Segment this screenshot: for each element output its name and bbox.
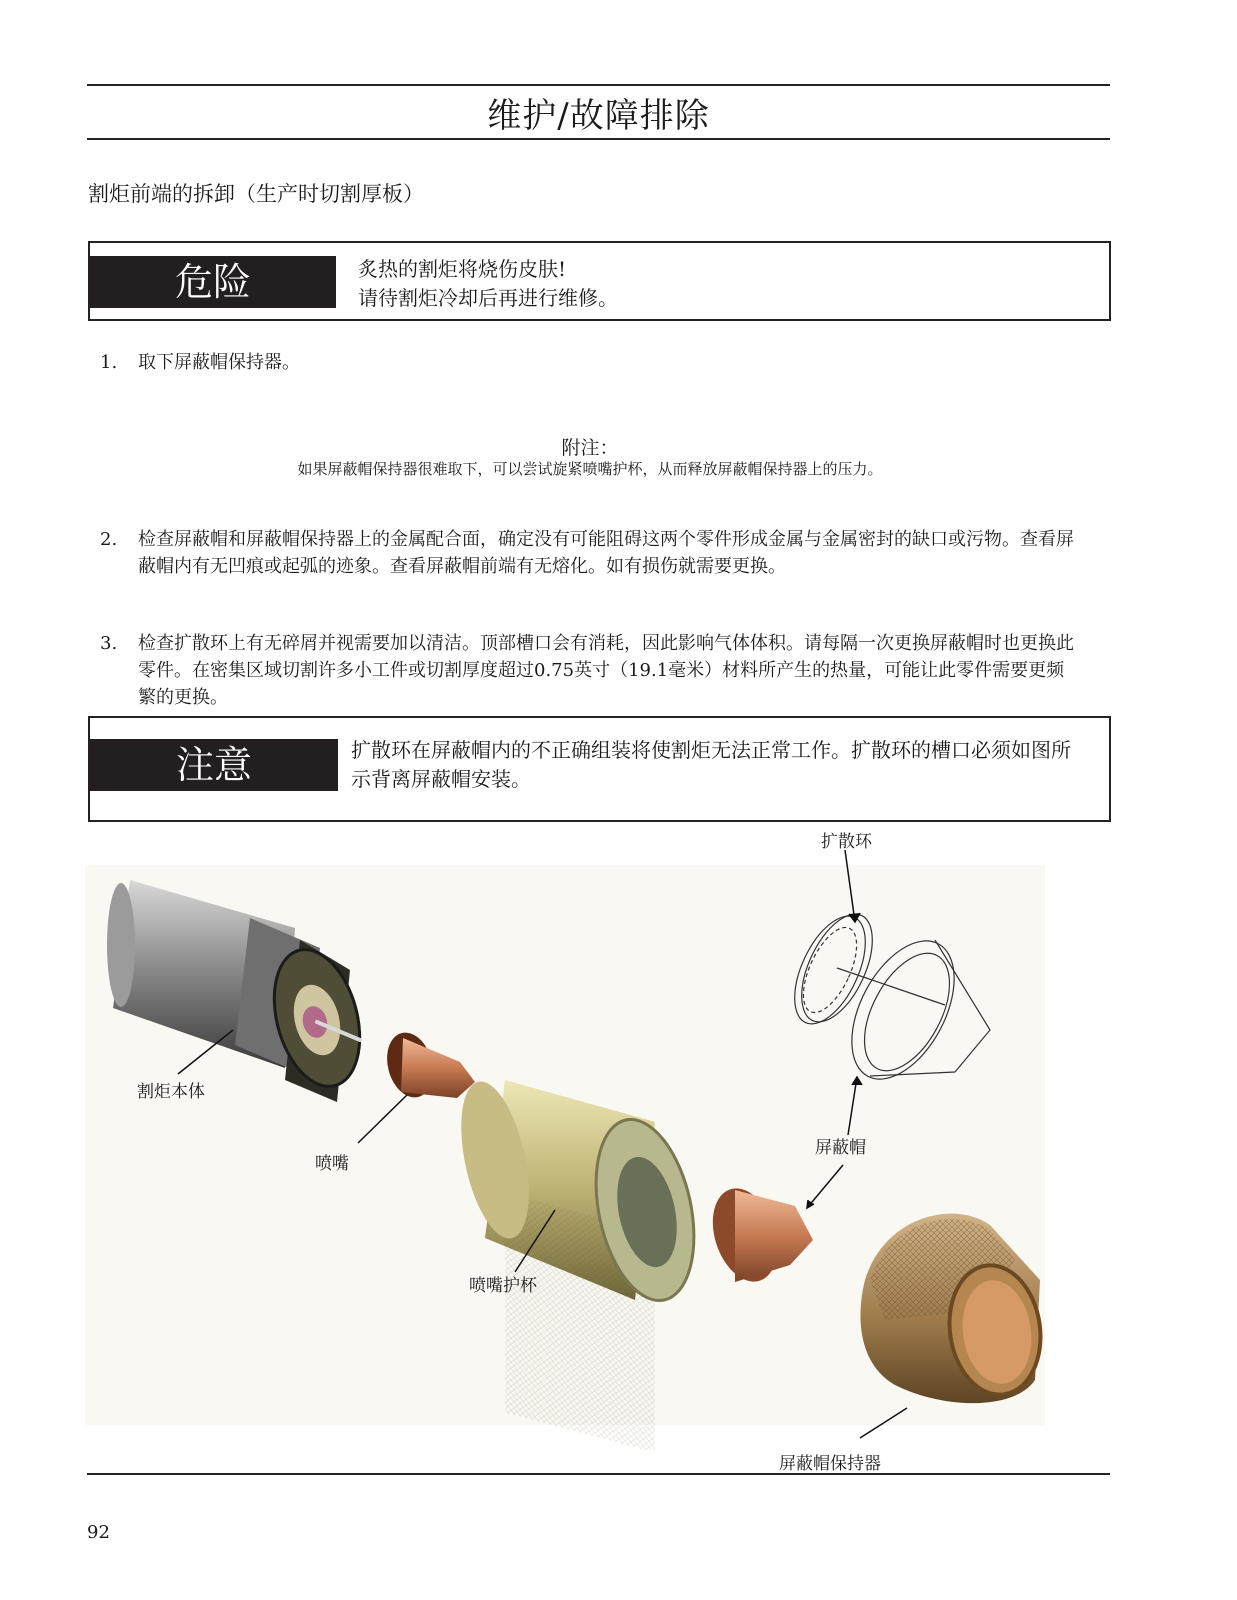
callout-swirl-ring: 扩散环 [821,832,872,852]
header-top-rule [87,84,1110,86]
note-title: 附注： [561,437,619,459]
step-1 [100,349,1110,376]
callout-shield: 屏蔽帽 [815,1138,866,1158]
danger-text [358,255,618,313]
danger-line-1: 炙热的割炬将烧伤皮肤! [358,257,567,281]
caution-box [88,716,1111,822]
step-3-text: 检查扩散环上有无碎屑并视需要加以清洁。顶部槽口会有消耗，因此影响气体体积。请每隔一次更换屏蔽帽时也更换此零件。在密集区域切割许多小工件或切割厚度超过0.75英寸（19.1毫米）材料所产生的热量，可能让此零件需要更频繁的更换。 [138,633,1074,708]
step-2-text: 检查屏蔽帽和屏蔽帽保持器上的金属配合面，确定没有可能阻碍这两个零件形成金属与金属密封的缺口或污物。查看屏蔽帽内有无凹痕或起弧的迹象。查看屏蔽帽前端有无熔化。如有损伤就需要更换。 [138,529,1074,577]
footer-rule [87,1473,1110,1475]
callout-shield-retainer: 屏蔽帽保持器 [779,1454,881,1474]
exploded-view-drawing [85,840,1115,1450]
step-3-number: 3. [100,633,118,654]
step-1-text: 取下屏蔽帽保持器。 [138,352,300,373]
caution-label: 注意 [90,739,338,791]
danger-box [88,241,1111,321]
exploded-view-figure [85,832,1115,1474]
note-text: 如果屏蔽帽保持器很难取下，可以尝试旋紧喷嘴护杯，从而释放屏蔽帽保持器上的压力。 [297,460,883,478]
callout-torch-body: 割炬本体 [137,1082,205,1102]
callout-nozzle-retaining-cup: 喷嘴护杯 [469,1276,537,1296]
page-number: 92 [87,1522,110,1543]
danger-label: 危险 [90,256,336,308]
step-1-number: 1. [100,352,118,373]
section-title: 割炬前端的拆卸（生产时切割厚板） [88,182,424,206]
page-title: 维护/故障排除 [487,96,710,136]
step-3 [100,630,1080,711]
step-2 [100,526,1080,580]
caution-text: 扩散环在屏蔽帽内的不正确组装将使割炬无法正常工作。扩散环的槽口必须如图所示背离屏蔽帽安装。 [351,738,1071,791]
danger-line-2: 请待割炬冷却后再进行维修。 [358,286,618,310]
callout-nozzle: 喷嘴 [315,1154,349,1174]
header-bottom-rule [87,138,1110,140]
step-2-number: 2. [100,529,118,550]
